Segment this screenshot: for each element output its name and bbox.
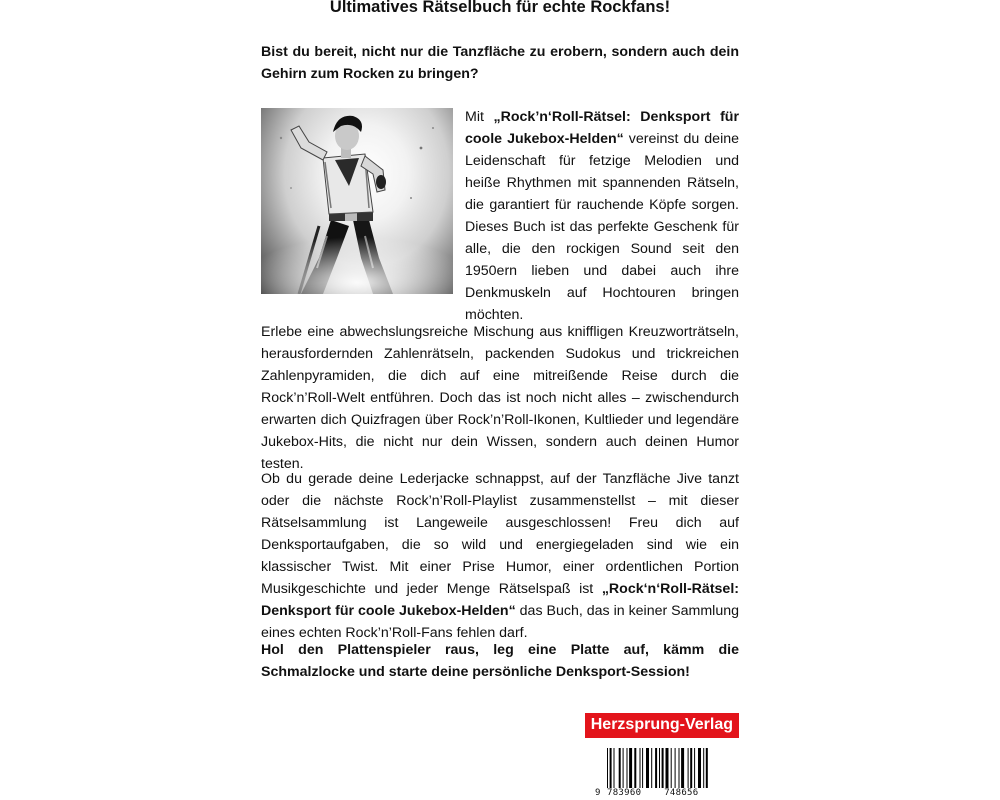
barcode-bar bbox=[642, 748, 643, 788]
barcode-bar bbox=[655, 748, 657, 788]
barcode-bar bbox=[698, 748, 701, 788]
book-back-cover bbox=[261, 0, 739, 800]
isbn-group-1: 783960 bbox=[607, 788, 642, 798]
barcode-bar bbox=[681, 748, 684, 788]
barcode-bar bbox=[627, 748, 628, 788]
isbn-group-2: 748656 bbox=[664, 788, 699, 798]
barcode-bar bbox=[671, 748, 672, 788]
publisher-logo: Herzsprung-Verlag bbox=[585, 713, 739, 738]
fun-paragraph bbox=[261, 468, 739, 644]
barcode-bar bbox=[666, 748, 669, 788]
barcode-bar bbox=[688, 748, 689, 788]
barcode-bar bbox=[703, 748, 704, 788]
barcode-bar bbox=[662, 748, 664, 788]
barcode-bar bbox=[607, 748, 608, 788]
para3-suffix: das Buch, das in keiner Sammlung eines echten Rock’n’Roll-Fans fehlen darf. bbox=[261, 603, 739, 641]
isbn-first-digit: 9 bbox=[595, 788, 601, 798]
isbn-number bbox=[595, 788, 741, 798]
lead-question: Bist du bereit, nicht nur die Tanzfläche zu erobern, sondern auch dein Gehirn zum Rocken zu bringen? bbox=[261, 44, 739, 82]
intro-book-title: „Rock’n‘Roll-Rätsel: Denksport für coole Jukebox-Helden“ bbox=[465, 109, 739, 147]
barcode-bar bbox=[619, 748, 621, 788]
para3-prefix: Ob du gerade deine Lederjacke schnappst, auf der Tanzfläche Jive tanzt oder die nächste Rock’n’Roll-Playlist zusammenstellst – mit dieser Rätselsammlung ist Langeweile ausgeschlossen! Freu dich auf Denksportaufgaben, die so wild und energiegeladen sind wie ein klassischer Twist. Mit einer Prise Humor, einer ordentlichen Portion Musikgeschichte und jeder Menge Rätselspaß ist bbox=[261, 471, 739, 597]
intro-prefix: Mit bbox=[465, 109, 494, 125]
barcode-bar bbox=[706, 748, 708, 788]
rock-singer-photo bbox=[261, 108, 453, 294]
barcode-bar bbox=[675, 748, 676, 788]
singer-illustration bbox=[261, 108, 453, 294]
intro-suffix: vereinst du deine Leidenschaft für fetzige Melodien und heiße Rhythmen mit spannenden Rätseln, die garantiert für rauchende Köpfe sorgen. Dieses Buch ist das perfekte Geschenk für alle, die den rockigen Sound seit den 1950ern lieben und dabei auch ihre Denkmuskeln auf Hochtouren bringen möchten. bbox=[465, 131, 739, 323]
barcode-bar bbox=[694, 748, 695, 788]
para3-book-title: „Rock‘n‘Roll-Rätsel: Denksport für coole Jukebox-Helden“ bbox=[261, 581, 739, 619]
barcode-bar bbox=[646, 748, 649, 788]
barcode-bar bbox=[614, 748, 615, 788]
barcode-bar bbox=[634, 748, 636, 788]
barcode-bar bbox=[690, 748, 692, 788]
barcode-bar bbox=[659, 748, 660, 788]
barcode-bar bbox=[651, 748, 652, 788]
cover-title: Ultimatives Rätselbuch für echte Rockfans! bbox=[329, 0, 671, 16]
barcode-bar bbox=[679, 748, 680, 788]
intro-paragraph bbox=[465, 106, 739, 326]
barcode-bar bbox=[610, 748, 612, 788]
barcode-bar bbox=[629, 748, 632, 788]
barcode-bars bbox=[607, 748, 737, 788]
isbn-barcode bbox=[595, 748, 741, 800]
barcode-bar bbox=[640, 748, 641, 788]
closing-call-to-action: Hol den Plattenspieler raus, leg eine Platte auf, kämm die Schmalzlocke und starte deine persönliche Denksport-Session! bbox=[261, 642, 739, 680]
puzzle-description-paragraph: Erlebe eine abwechslungsreiche Mischung aus kniffligen Kreuzworträtseln, herausfordernden Zahlenrätseln, packenden Sudokus und trickreichen Zahlenpyramiden, die dich auf eine mitreißende Reise durch die Rock’n’Roll-Welt entführen. Doch das ist noch nicht alles – zwischendurch erwarten dich Quizfragen über Rock’n’Roll-Ikonen, Kultlieder und legendäre Jukebox-Hits, die nicht nur dein Wissen, sondern auch deinen Humor testen. bbox=[261, 324, 739, 472]
barcode-bar bbox=[623, 748, 624, 788]
